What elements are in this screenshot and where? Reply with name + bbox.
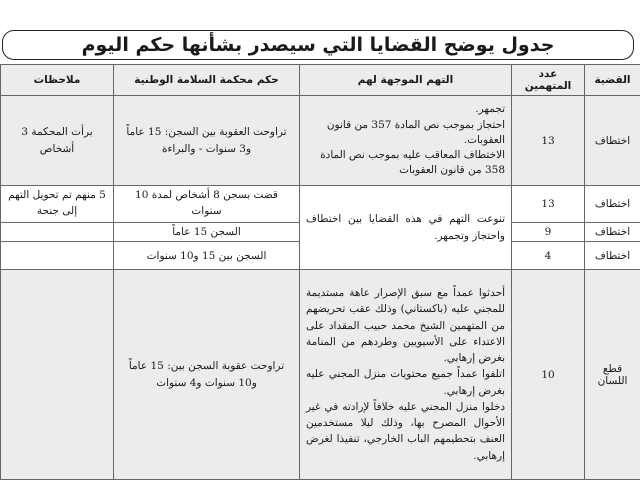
charges-cell (300, 96, 512, 186)
header-case: القضية (585, 65, 640, 96)
page-title: جدول يوضح القضايا التي سيصدر بشأنها حكم اليوم (2, 30, 634, 60)
defendants-cell: 10 (512, 270, 585, 480)
case-cell: اختطاف (585, 186, 640, 223)
verdict-cell: السجن بين 15 و10 سنوات (114, 242, 300, 270)
case-cell: اختطاف (585, 223, 640, 242)
notes-cell: 5 منهم تم تحويل التهم إلى جنحة (1, 186, 114, 223)
defendants-cell: 4 (512, 242, 585, 270)
charges-cell (300, 270, 512, 480)
group-charges-cell: تنوعت التهم في هذه القضايا بين اختطاف واحتجاز وتجمهر. (300, 186, 512, 270)
table-row (1, 96, 640, 186)
defendants-cell: 13 (512, 186, 585, 223)
defendants-cell: 9 (512, 223, 585, 242)
verdict-cell: قضت بسجن 8 أشخاص لمدة 10 سنوات (114, 186, 300, 223)
charge-line: احتجاز بموجب نص المادة 357 من قانون العقوبات. (326, 118, 505, 146)
notes-cell (1, 242, 114, 270)
header-verdict: حكم محكمة السلامة الوطنية (114, 65, 300, 96)
case-cell: اختطاف (585, 96, 640, 186)
case-cell: اختطاف (585, 242, 640, 270)
notes-cell (1, 270, 114, 480)
header-defendants: عدد المتهمين (512, 65, 585, 96)
case-cell: قطع اللسان (585, 270, 640, 480)
charge-line: اتلفوا عمداً جميع محتويات منزل المجني عليه بغرض إرهابي. (306, 368, 505, 397)
table-row (1, 270, 640, 480)
charge-line: دخلوا منزل المجني عليه خلافاً لإرادته في غير الأحوال المصرح بها، وذلك ليلا مستخدمين العنف بتحطيمهم الباب الخارجي، تنفيذا لغرض إرهابي. (306, 400, 505, 462)
verdict-cell: تراوحت عقوبة السجن بين: 15 عاماً و10 سنوات و4 سنوات (114, 270, 300, 480)
notes-cell: برأت المحكمة 3 أشخاص (1, 96, 114, 186)
header-notes: ملاحظات (1, 65, 114, 96)
cases-table (0, 64, 640, 480)
defendants-cell: 13 (512, 96, 585, 186)
charge-line: أحدثوا عمداً مع سبق الإصرار عاهة مستديمة للمجني عليه (باكستاني) وذلك عقب تحريضهم من المتهمين الشيخ محمد حبيب المقداد على الاعتداء على الأسيويين وطردهم من المنامة بغرض إرهابي. (306, 287, 505, 365)
verdict-cell: السجن 15 عاماً (114, 223, 300, 242)
table-header-row (1, 65, 640, 96)
notes-cell (1, 223, 114, 242)
verdict-cell: تراوحت العقوبة بين السجن: 15 عاماً و3 سنوات - والبراءة (114, 96, 300, 186)
table-row (1, 186, 640, 223)
header-charges: التهم الموجهة لهم (300, 65, 512, 96)
charge-line: تجمهر. (475, 103, 505, 116)
charge-line: الاختطاف المعاقب عليه بموجب نص المادة 358 من قانون العقوبات (320, 149, 505, 177)
